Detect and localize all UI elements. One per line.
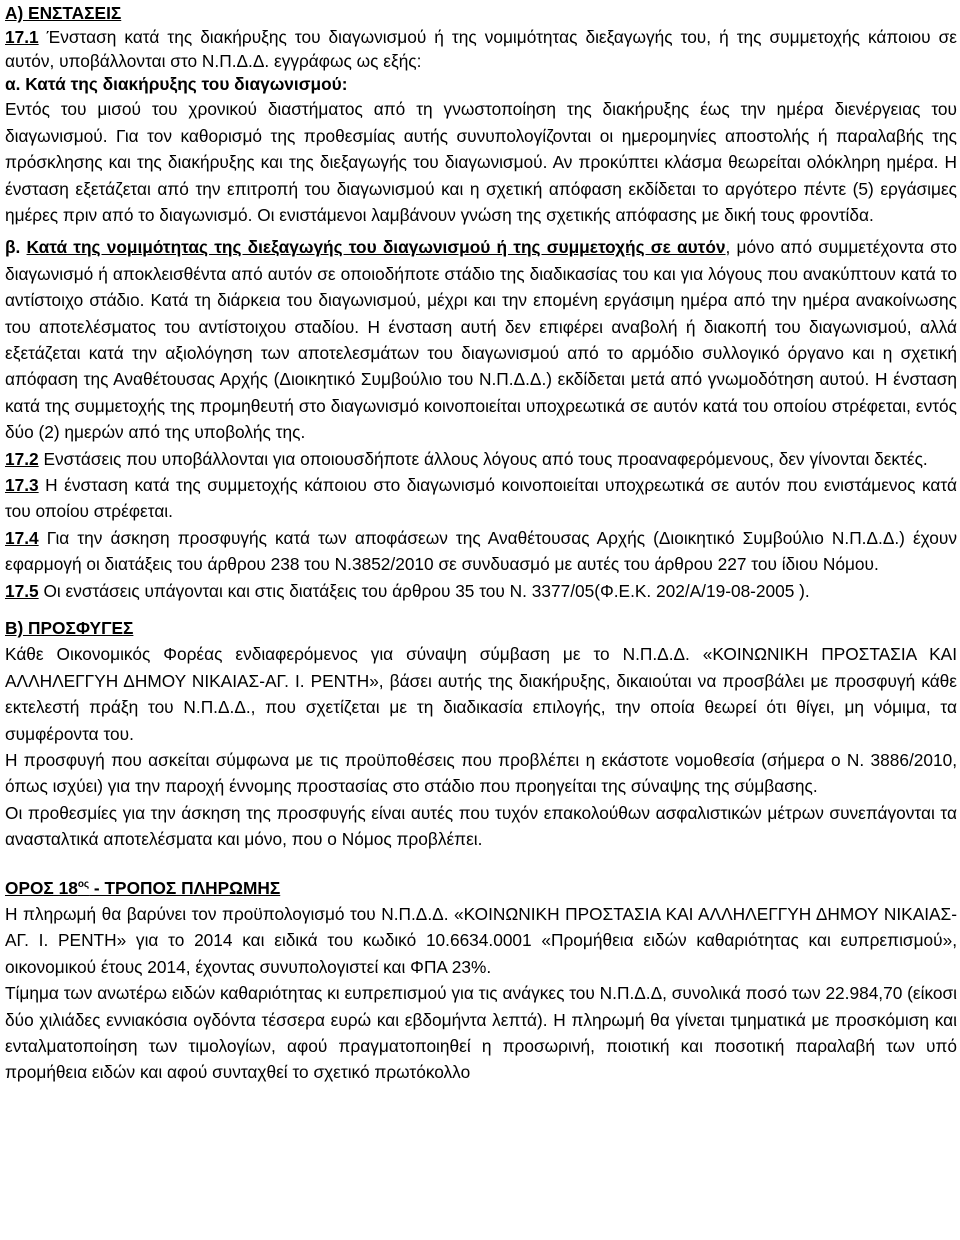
paragraph-17-2 xyxy=(5,446,957,472)
section-a-heading: Α) ΕΝΣΤΑΣΕΙΣ xyxy=(5,3,122,23)
clause-number: 17.5 xyxy=(5,580,39,601)
beta-text: , μόνο από συμμετέχοντα στο διαγωνισμό ή αποκλεισθέντα από αυτόν σε οποιοδήποτε στάδιο της διαδικασίας του και για λόγους που ανακύπτουν κατά το αντίστοιχο στάδιο. Κατά τη διάρκεια του διαγωνισμού, μέχρι και την επομένη εργάσιμη ημέρα από την ημέρα ανακοίνωσης του αποτελέσματος του αντίστοιχου σταδίου. Η ένσταση αυτή δεν επιφέρει αναβολή ή διακοπή του διαγωνισμού, αλλά εξετάζεται κατά την αξιολόγηση των αποτελεσμάτων του διαγωνισμού από το αρμόδιο συλλογικό όργανο και η σχετική απόφαση της Αναθέτουσας Αρχής (Διοικητικό Συμβούλιο του Ν.Π.Δ.Δ.) εκδίδεται μετά από γνωμοδότηση αυτού. Η ένσταση κατά της συμμετοχής της προμηθευτή στο διαγωνισμό κοινοποιείται υποχρεωτικά σε αυτόν κατά του οποίου στρέφεται, εντός δύο (2) ημερών από της υποβολής της. xyxy=(5,237,957,443)
beta-paragraph xyxy=(5,234,957,445)
alpha-paragraph: Εντός του μισού του χρονικού διαστήματος από τη γνωστοποίηση της διακήρυξης έως την ημέρα διενέργειας του διαγωνισμού. Για τον καθορισμό της προθεσμίας αυτής συνυπολογίζονται οι ημερομηνίες αποστολής ή παραλαβής της πρόσκλησης και της διακήρυξης και της διεξαγωγής του διαγωνισμού. Αν προκύπτει κλάσμα θεωρείται ολόκληρη ημέρα. Η ένσταση εξετάζεται από την επιτροπή του διαγωνισμού και η σχετική απόφαση εκδίδεται το αργότερο πέντε (5) εργάσιμες ημέρες πριν από το διαγωνισμό. Οι ενιστάμενοι λαμβάνουν γνώση της σχετικής απόφασης με δική τους φροντίδα. xyxy=(5,99,957,225)
section-c-paragraph-2: Τίμημα των ανωτέρω ειδών καθαριότητας κι ευπρεπισμού για τις ανάγκες του Ν.Π.Δ.Δ, συνολικά ποσό των 22.984,70 (είκοσι δύο χιλιάδες εννιακόσια ογδόντα τέσσερα ευρώ και εβδομήντα λεπτά). Η πληρωμή θα γίνεται τμηματικά με προσκόμιση και ενταλματοποίηση των τιμολογίων, αφού πραγματοποιηθεί η προσωρινή, ποιοτική και ποσοτική παραλαβή των υπό προμήθεια ειδών και αφού συνταχθεί το σχετικό πρωτόκολλο xyxy=(5,983,957,1083)
section-c-paragraph-1: Η πληρωμή θα βαρύνει τον προϋπολογισμό του Ν.Π.Δ.Δ. «ΚΟΙΝΩΝΙΚΗ ΠΡΟΣΤΑΣΙΑ ΚΑΙ ΑΛΛΗΛΕΓΓΥΗ ΔΗΜΟΥ ΝΙΚΑΙΑΣ-ΑΓ. Ι. ΡΕΝΤΗ» για το 2014 και ειδικά του κωδικό 10.6634.0001 «Προμήθεια ειδών καθαριότητας και ευπρεπισμού», οικονομικού έτους 2014, έχοντας συνυπολογιστεί και ΦΠΑ 23%. xyxy=(5,904,957,977)
section-c-heading: ΟΡΟΣ $18^{o\varsigma}$ - ΤΡΟΠΟΣ ΠΛΗΡΩΜΗΣ xyxy=(5,877,281,898)
section-b-heading: Β) ΠΡΟΣΦΥΓΕΣ xyxy=(5,618,134,638)
clause-text: Ένσταση κατά της διακήρυξης του διαγωνισμού ή της νομιμότητας διεξαγωγής του, ή της συμμετοχής κάποιου σε αυτόν, υποβάλλονται στο Ν.Π.Δ.Δ. εγγράφως ως εξής: xyxy=(5,27,957,71)
clause-number: 17.1 xyxy=(5,27,39,48)
section-b-paragraph-2: Η προσφυγή που ασκείται σύμφωνα με τις προϋποθέσεις που προβλέπει η εκάστοτε νομοθεσία (σήμερα ο Ν. 3886/2010, όπως ισχύει) για την παροχή έννομης προστασίας στο στάδιο που προηγείται της σύναψης της σύμβασης. xyxy=(5,750,957,797)
paragraph-17-5 xyxy=(5,578,957,604)
beta-label: β. xyxy=(5,237,21,258)
clause-number: 17.2 xyxy=(5,448,39,469)
paragraph-17-1 xyxy=(5,26,957,73)
clause-text: Για την άσκηση προσφυγής κατά των αποφάσεων της Αναθέτουσας Αρχής (Διοικητικό Συμβούλιο Ν.Π.Δ.Δ.) έχουν εφαρμογή οι διατάξεις του άρθρου 238 του Ν.3852/2010 σε συνδυασμό με αυτές του άρθρου 227 του ίδιου Νόμου. xyxy=(5,527,957,575)
section-c xyxy=(5,875,957,901)
section-b-paragraph-1: Κάθε Οικονομικός Φορέας ενδιαφερόμενος για σύναψη σύμβαση με το Ν.Π.Δ.Δ. «ΚΟΙΝΩΝΙΚΗ ΠΡΟΣΤΑΣΙΑ ΚΑΙ ΑΛΛΗΛΕΓΓΥΗ ΔΗΜΟΥ ΝΙΚΑΙΑΣ-ΑΓ. Ι. ΡΕΝΤΗ», βάσει αυτής της διακήρυξης, δικαιούται να προσβάλει με προσφυγή κάθε εκτελεστή πράξη του Ν.Π.Δ.Δ., που σχετίζεται με τη διαδικασία επιλογής, την οποία θεωρεί ότι θίγει, μη νόμιμα, τα συμφέροντα του. xyxy=(5,644,957,744)
beta-heading: Κατά της νομιμότητας της διεξαγωγής του διαγωνισμού ή της συμμετοχής σε αυτόν xyxy=(26,237,726,258)
alpha-heading: α. Κατά της διακήρυξης του διαγωνισμού: xyxy=(5,73,348,94)
paragraph-17-3 xyxy=(5,472,957,525)
section-a xyxy=(5,0,957,26)
clause-number: 17.4 xyxy=(5,527,39,548)
clause-number: 17.3 xyxy=(5,474,39,495)
clause-text: Οι ενστάσεις υπάγονται και στις διατάξεις του άρθρου 35 του Ν. 3377/05(Φ.Ε.Κ. 202/Α/19-08-2005 ). xyxy=(38,580,810,601)
section-b xyxy=(5,615,957,641)
clause-text: Η ένσταση κατά της συμμετοχής κάποιου στο διαγωνισμό κοινοποιείται υποχρεωτικά σε αυτόν που ενιστάμενος κατά του οποίου στρέφεται. xyxy=(5,474,957,522)
document-page xyxy=(5,0,957,1086)
section-b-paragraph-3: Οι προθεσμίες για την άσκηση της προσφυγής είναι αυτές που τυχόν επακολούθων ασφαλιστικών μέτρων συνεπάγονται τα ανασταλτικά αποτελέσματα και μόνο, που ο Νόμος προβλέπει. xyxy=(5,802,957,850)
paragraph-17-4 xyxy=(5,525,957,578)
clause-text: Ενστάσεις που υποβάλλονται για οποιουσδήποτε άλλους λόγους από τους προαναφερόμενους, δεν γίνονται δεκτές. xyxy=(38,448,928,469)
